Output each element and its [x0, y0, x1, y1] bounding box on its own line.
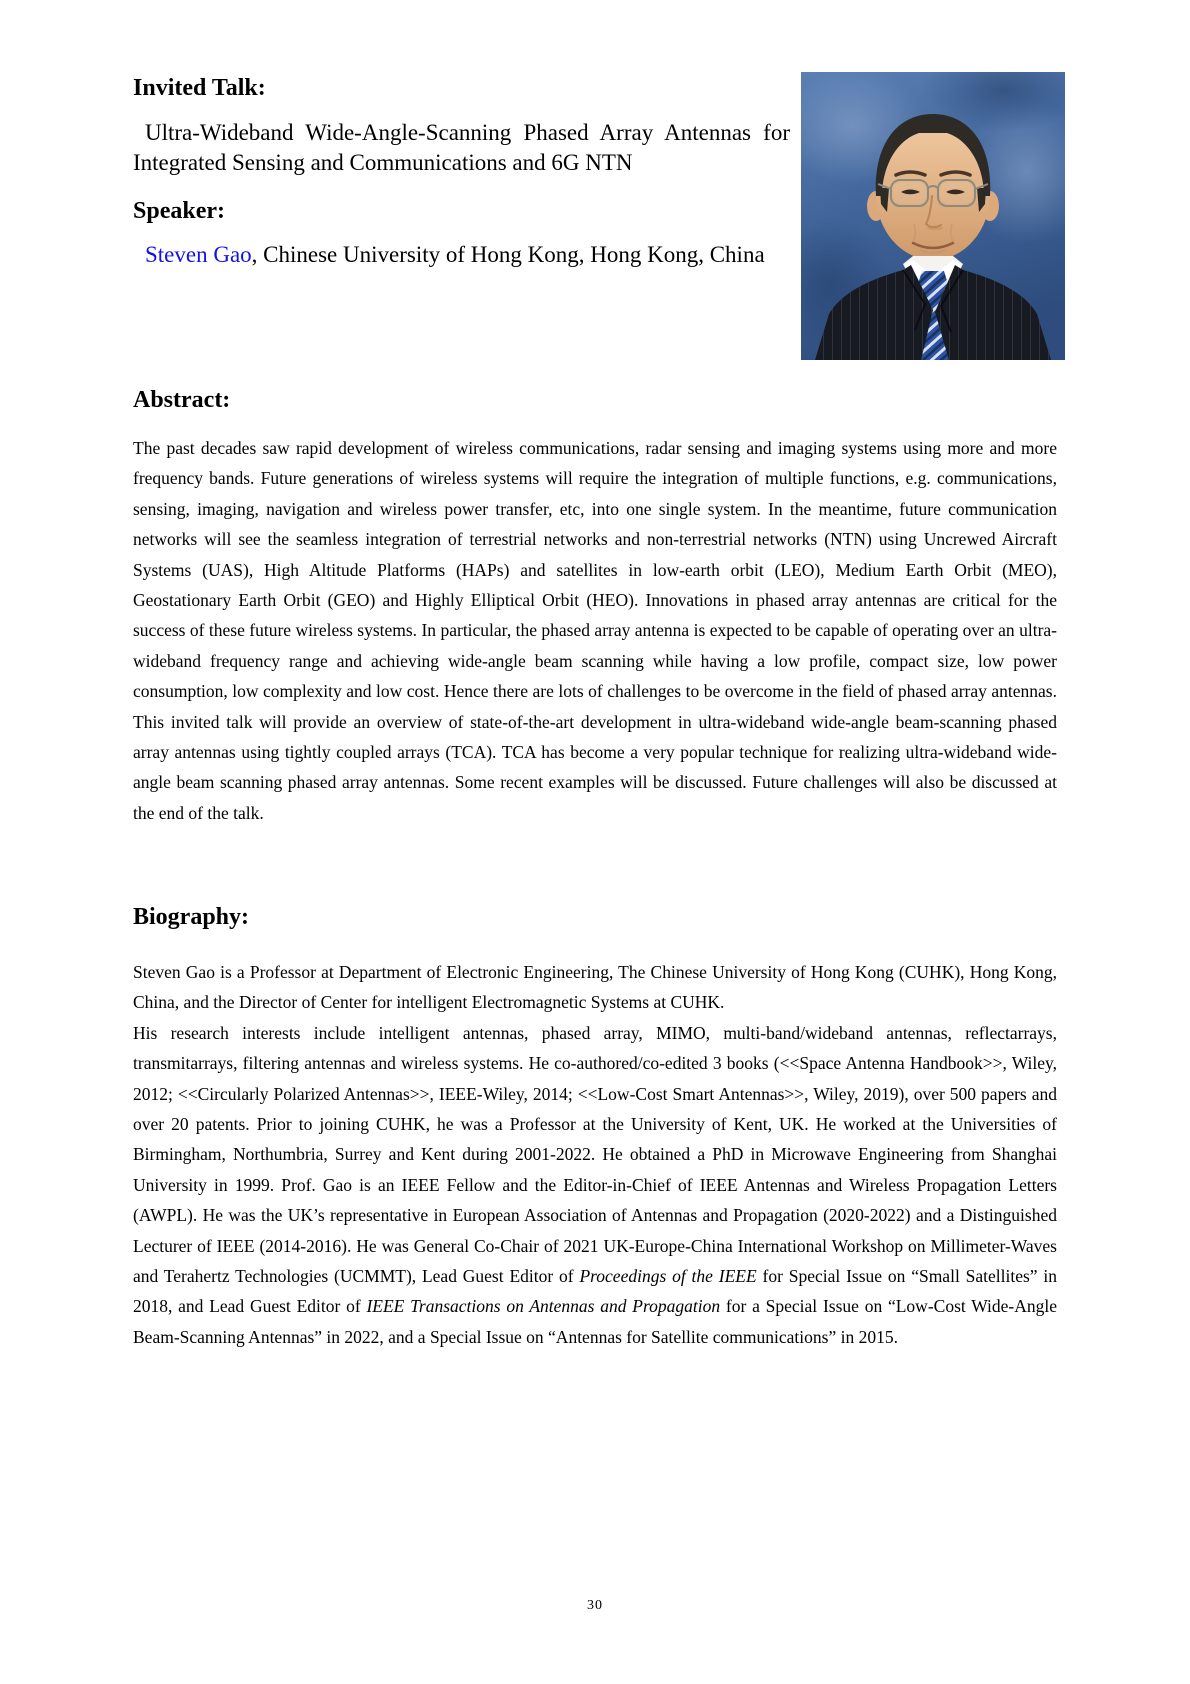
speaker-affiliation: , Chinese University of Hong Kong, Hong Kong, China	[251, 242, 765, 267]
speaker-line	[133, 240, 790, 270]
biography-segment: for Special Issue on “Small Satellites” in 2018, and Lead Guest Editor of	[133, 1266, 1058, 1317]
speaker-portrait-image	[801, 72, 1065, 360]
biography-text	[133, 957, 1057, 1352]
biography-journal-title-1: Proceedings of the IEEE	[579, 1266, 757, 1287]
speaker-heading: Speaker:	[133, 198, 225, 224]
biography-journal-title-2: IEEE Transactions on Antennas and Propagation	[366, 1296, 721, 1317]
biography-segment: His research interests include intelligent antennas, phased array, MIMO, multi-band/wideband antennas, reflectarrays, transmitarrays, filtering antennas and wireless systems. He co-authored/co-edited 3 books (<<Space Antenna Handbook>>, Wiley, 2012; <<Circularly Polarized Antennas>>, IEEE-Wiley, 2014; <<Low-Cost Smart Antennas>>, Wiley, 2019), over 500 papers and over 20 patents. Prior to joining CUHK, he was a Professor at the University of Kent, UK. He worked at the Universities of Birmingham, Northumbria, Surrey and Kent during 2001-2022. He obtained a PhD in Microwave Engineering from Shanghai University in 1999. Prof. Gao is an IEEE Fellow and the Editor-in-Chief of IEEE Antennas and Wireless Propagation Letters (AWPL). He was the UK’s representative in European Association of Antennas and Propagation (2020-2022) and a Distinguished Lecturer of IEEE (2014-2016). He was General Co-Chair of 2021 UK-Europe-China International Workshop on Millimeter-Waves and Terahertz Technologies (UCMMT), Lead Guest Editor of	[133, 1022, 1057, 1287]
speaker-photo	[801, 72, 1065, 360]
invited-talk-heading: Invited Talk:	[133, 75, 266, 101]
biography-paragraph-2	[133, 1018, 1057, 1352]
biography-heading: Biography:	[133, 904, 250, 930]
page-number: 30	[587, 1598, 603, 1613]
talk-title: Ultra-Wideband Wide-Angle-Scanning Phased Array Antennas for Integrated Sensing and Communications and 6G NTN	[133, 120, 790, 175]
biography-paragraph-1: Steven Gao is a Professor at Department of Electronic Engineering, The Chinese University of Hong Kong (CUHK), Hong Kong, China, and the Director of Center for intelligent Electromagnetic Systems at CUHK.	[133, 962, 1057, 1013]
speaker-name-link[interactable]: Steven Gao	[145, 242, 252, 267]
abstract-text	[133, 433, 1057, 828]
abstract-heading: Abstract:	[133, 387, 231, 413]
biography-segment: for a Special Issue on “Low-Cost Wide-Angle Beam-Scanning Antennas” in 2022, and a Special Issue on “Antennas for Satellite communications” in 2015.	[133, 1296, 1058, 1347]
abstract-paragraph: The past decades saw rapid development of wireless communications, radar sensing and imaging systems using more and more frequency bands. Future generations of wireless systems will require the integration of multiple functions, e.g. communications, sensing, imaging, navigation and wireless power transfer, etc, into one single system. In the meantime, future communication networks will see the seamless integration of terrestrial networks and non-terrestrial networks (NTN) using Uncrewed Aircraft Systems (UAS), High Altitude Platforms (HAPs) and satellites in low-earth orbit (LEO), Medium Earth Orbit (MEO), Geostationary Earth Orbit (GEO) and Highly Elliptical Orbit (HEO). Innovations in phased array antennas are critical for the success of these future wireless systems. In particular, the phased array antenna is expected to be capable of operating over an ultra-wideband frequency range and achieving wide-angle beam scanning while having a low profile, compact size, low power consumption, low complexity and low cost. Hence there are lots of challenges to be overcome in the field of phased array antennas. This invited talk will provide an overview of state-of-the-art development in ultra-wideband wide-angle beam-scanning phased array antennas using tightly coupled arrays (TCA). TCA has become a very popular technique for realizing ultra-wideband wide-angle beam scanning phased array antennas. Some recent examples will be discussed. Future challenges will also be discussed at the end of the talk.	[133, 438, 1057, 823]
